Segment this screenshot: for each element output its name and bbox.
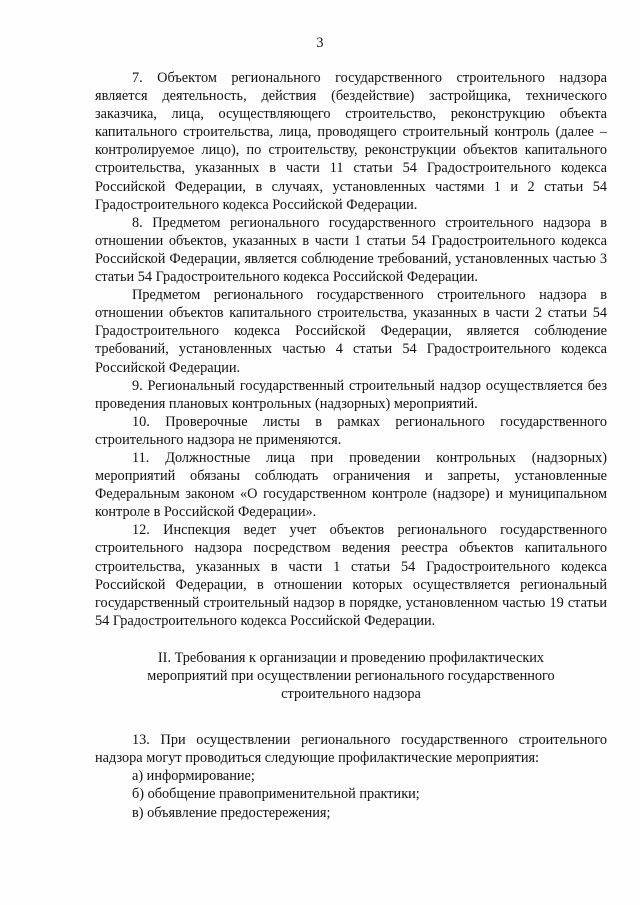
paragraph-12: 12. Инспекция ведет учет объектов регионального государственного строительного надзора посредством ведения реестра объектов капитального строительства, указанных в части 1 статьи 54 Градостроительного кодекса Российской Федерации, в отношении которых осуществляется региональный государственный строительный надзор в порядке, установленном частью 19 статьи 54 Градостроительного кодекса Российской Федерации. <box>95 522 607 629</box>
document-body <box>95 69 607 822</box>
list-item-a: а) информирование; <box>132 768 255 785</box>
list-item-c: в) объявление предостережения; <box>132 804 331 821</box>
paragraph-11: 11. Должностные лица при проведении контрольных (надзорных) мероприятий обязаны соблюдать ограничения и запреты, установленные Федеральным законом «О государственном контроле (надзоре) и муниципальном контроле в Российской Федерации». <box>95 449 607 521</box>
paragraph-13: 13. При осуществлении регионального государственного строительного надзора могут проводиться следующие профилактические мероприятия: <box>95 732 607 767</box>
paragraph-7: 7. Объектом регионального государственного строительного надзора является деятельность, действия (бездействие) застройщика, технического заказчика, лица, осуществляющего строительство, реконструкцию объекта капитального строительства, лица, проводящего строительный контроль (далее – контролируемое лицо), по строительству, реконструкции объектов капитального строительства, указанных в части 11 статьи 54 Градостроительного кодекса Российской Федерации, в случаях, установленных частями 1 и 2 статьи 54 Градостроительного кодекса Российской Федерации. <box>95 70 607 213</box>
list-item-b: б) обобщение правоприменительной практики; <box>132 786 420 803</box>
paragraph-8-continued: Предметом регионального государственного строительного надзора в отношении объектов капитального строительства, указанных в части 2 статьи 54 Градостроительного кодекса Российской Федерации, является соблюдение требований, установленных частью 4 статьи 54 Градостроительного кодекса Российской Федерации. <box>95 287 607 376</box>
paragraph-9: 9. Региональный государственный строительный надзор осуществляется без проведения плановых контрольных (надзорных) мероприятий. <box>95 377 607 412</box>
paragraph-8: 8. Предметом регионального государственного строительного надзора в отношении объектов, указанных в части 1 статьи 54 Градостроительного кодекса Российской Федерации, является соблюдение требований, установленных частью 3 статьи 54 Градостроительного кодекса Российской Федерации. <box>95 214 607 286</box>
page-number: 3 <box>316 35 324 51</box>
spacer <box>95 703 607 731</box>
paragraph-10: 10. Проверочные листы в рамках регионального государственного строительного надзора не применяются. <box>95 413 607 448</box>
section-heading: II. Требования к организации и проведению профилактических мероприятий при осуществлении регионального государственного строительного надзора <box>147 649 555 703</box>
